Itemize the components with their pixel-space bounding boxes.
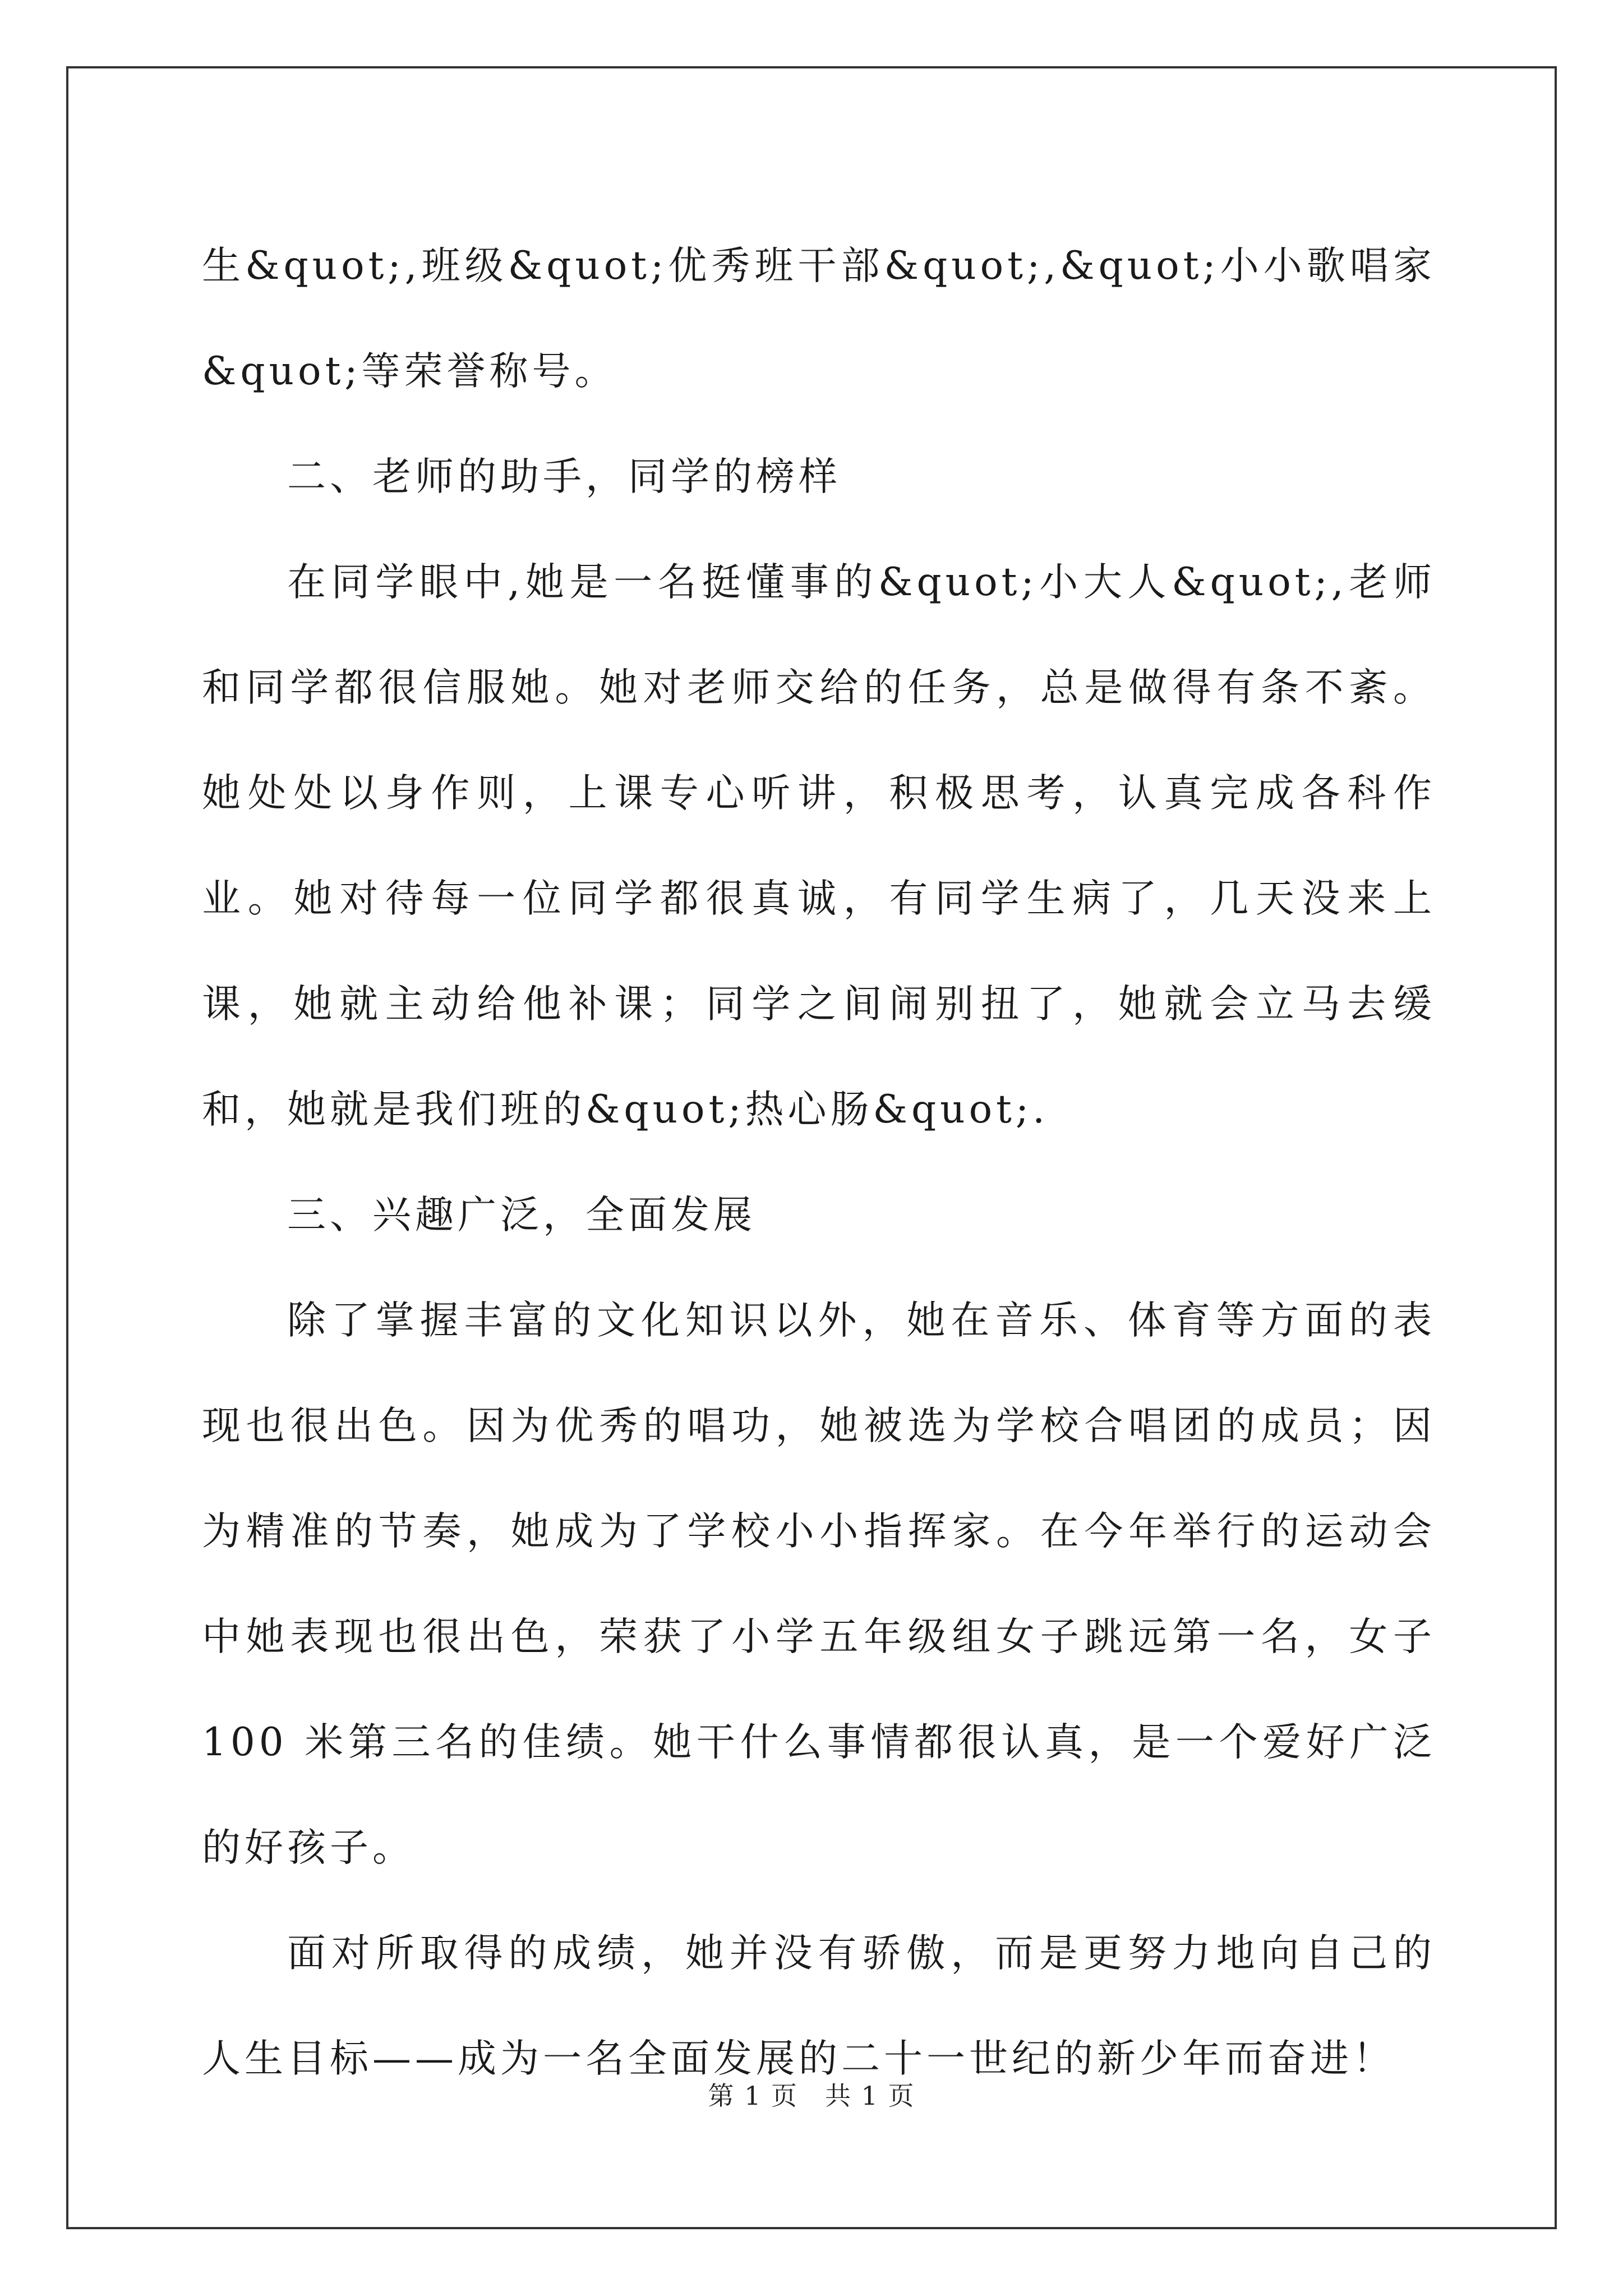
- paragraph-interests: 除了掌握丰富的文化知识以外，她在音乐、体育等方面的表现也很出色。因为优秀的唱功，她被选为学校合唱团的成员；因为精准的节奏，她成为了学校小小指挥家。在今年举行的运动会中她表现也很出色，荣获了小学五年级组女子跳远第一名，女子 100 米第三名的佳绩。她干什么事情都很认真，是一个爱好广泛的好孩子。: [202, 1298, 1436, 1870]
- paragraph-conclusion: 面对所取得的成绩，她并没有骄傲，而是更努力地向自己的人生目标——成为一名全面发展的二十一世纪的新少年而奋进！: [202, 1931, 1436, 2081]
- paragraph-honors: 生&quot;,班级&quot;优秀班干部&quot;,&quot;小小歌唱家&quot;等荣誉称号。: [202, 243, 1436, 394]
- page-number: 第 1 页: [708, 2081, 798, 2111]
- section-heading-3: 三、兴趣广泛，全面发展: [287, 1193, 756, 1237]
- page-total: 共 1 页: [825, 2081, 915, 2111]
- section-heading-2: 二、老师的助手，同学的榜样: [287, 454, 841, 499]
- page-footer: [0, 2076, 1623, 2113]
- document-body: [202, 213, 1436, 2111]
- paragraph-helper: 在同学眼中,她是一名挺懂事的&quot;小大人&quot;,老师和同学都很信服她。她对老师交给的任务，总是做得有条不紊。她处处以身作则，上课专心听讲，积极思考，认真完成各科作业。她对待每一位同学都很真诚，有同学生病了，几天没来上课，她就主动给他补课；同学之间闹别扭了，她就会立马去缓和，她就是我们班的&quot;热心肠&quot;.: [202, 560, 1436, 1132]
